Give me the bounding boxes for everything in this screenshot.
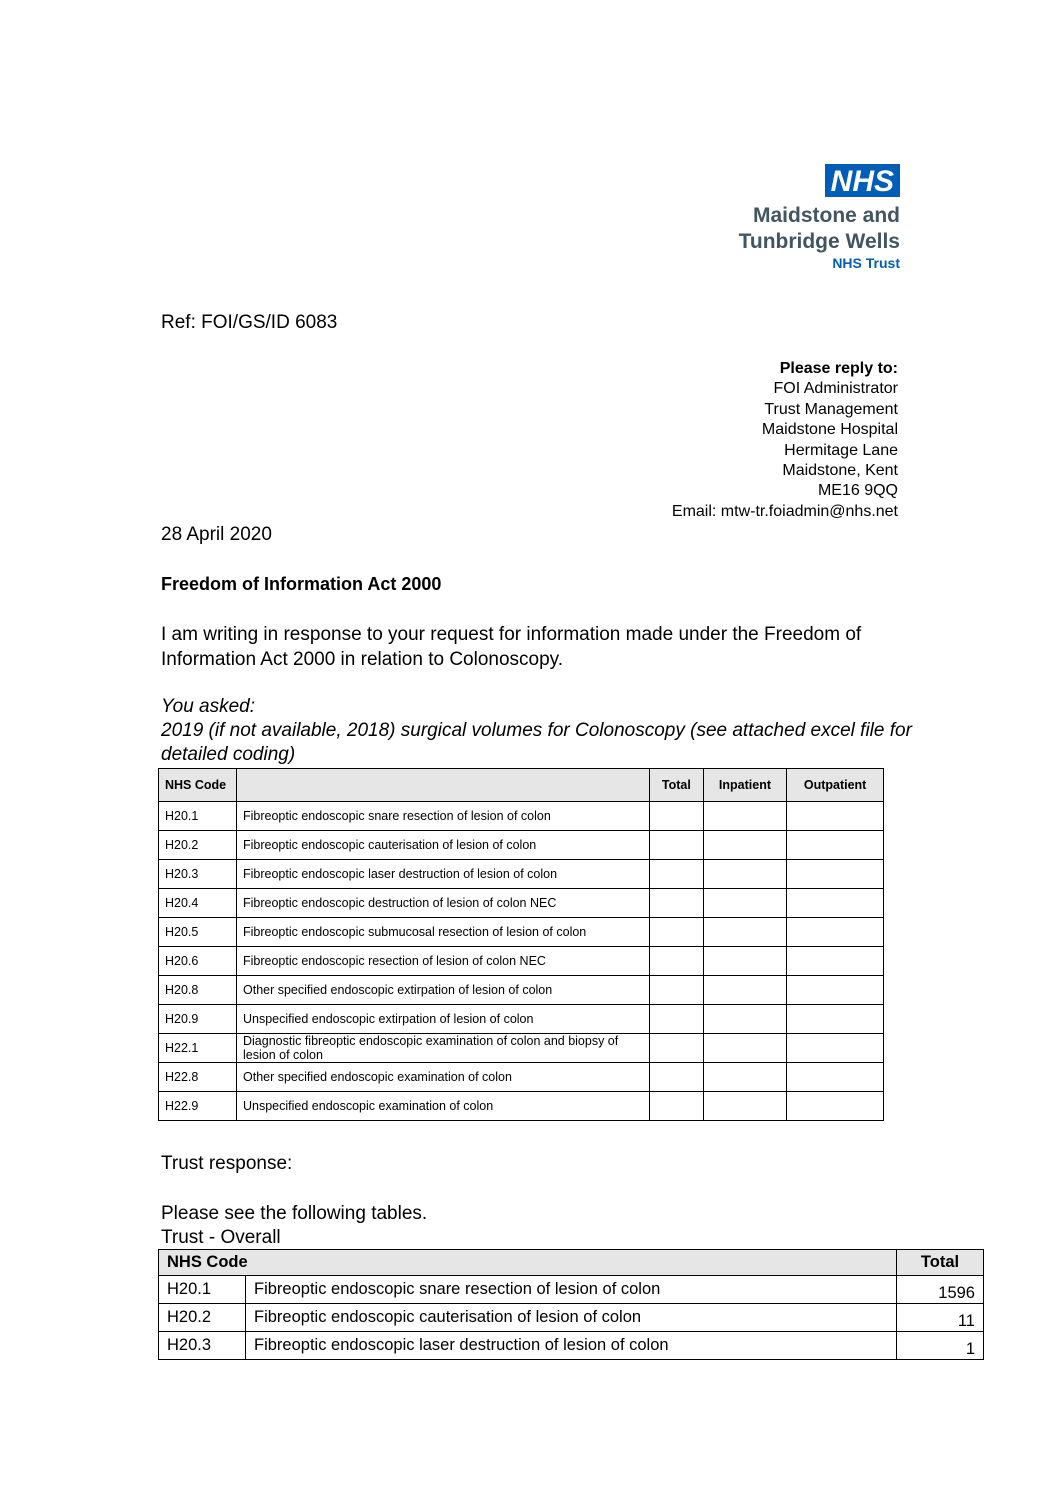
- reference-number: Ref: FOI/GS/ID 6083: [161, 312, 338, 333]
- cell-code: H20.2: [159, 1304, 246, 1332]
- cell-total: [650, 802, 704, 831]
- table-row: [159, 1034, 884, 1063]
- cell-inpatient: [703, 802, 786, 831]
- cell-total: 11: [897, 1304, 984, 1332]
- cell-inpatient: [703, 1034, 786, 1063]
- cell-code: H22.9: [159, 1092, 237, 1121]
- intro-paragraph: I am writing in response to your request for information made under the Freedom of Information Act 2000 in relation to Colonoscopy.: [161, 624, 862, 670]
- cell-outpatient: [787, 1063, 884, 1092]
- cell-inpatient: [703, 1092, 786, 1121]
- cell-code: H20.3: [159, 860, 237, 889]
- reply-address: [672, 359, 898, 522]
- cell-description: Fibreoptic endoscopic laser destruction of lesion of colon: [237, 860, 650, 889]
- cell-description: Fibreoptic endoscopic resection of lesion of colon NEC: [237, 947, 650, 976]
- table-row: [159, 1092, 884, 1121]
- cell-description: Fibreoptic endoscopic submucosal resection of lesion of colon: [237, 918, 650, 947]
- table-row: [159, 1276, 984, 1304]
- col-header-description: [237, 769, 650, 802]
- cell-description: Unspecified endoscopic examination of colon: [237, 1092, 650, 1121]
- cell-outpatient: [787, 1092, 884, 1121]
- cell-code: H22.8: [159, 1063, 237, 1092]
- cell-description: Other specified endoscopic extirpation of lesion of colon: [237, 976, 650, 1005]
- table-row: [159, 976, 884, 1005]
- reply-line: ME16 9QQ: [817, 482, 898, 500]
- table-header-row: [159, 1250, 984, 1276]
- logo-org-line-1: Maidstone and: [752, 204, 900, 227]
- reply-line: Maidstone, Kent: [782, 462, 898, 480]
- table-header-row: [159, 769, 884, 802]
- table-row: [159, 918, 884, 947]
- logo-org-line-3: NHS Trust: [832, 255, 900, 271]
- cell-description: Fibreoptic endoscopic cauterisation of lesion of colon: [237, 831, 650, 860]
- cell-code: H20.5: [159, 918, 237, 947]
- table-row: [159, 1005, 884, 1034]
- cell-total: [650, 1063, 704, 1092]
- cell-code: H20.8: [159, 976, 237, 1005]
- cell-code: H20.3: [159, 1332, 246, 1360]
- col-header-code: NHS Code: [159, 769, 237, 802]
- cell-code: H20.6: [159, 947, 237, 976]
- see-tables-text: Please see the following tables.: [161, 1203, 428, 1224]
- trust-response-heading: Trust response:: [161, 1153, 293, 1174]
- cell-outpatient: [787, 889, 884, 918]
- letter-date: 28 April 2020: [161, 524, 272, 545]
- table-row: [159, 889, 884, 918]
- col-header-total: Total: [897, 1250, 984, 1276]
- reply-line: Hermitage Lane: [784, 441, 898, 459]
- cell-description: Fibreoptic endoscopic snare resection of lesion of colon: [237, 802, 650, 831]
- cell-outpatient: [787, 831, 884, 860]
- asked-text: 2019 (if not available, 2018) surgical volumes for Colonoscopy (see attached excel file for detailed coding): [161, 720, 912, 765]
- cell-outpatient: [787, 947, 884, 976]
- cell-inpatient: [703, 1063, 786, 1092]
- col-header-code: NHS Code: [159, 1250, 897, 1276]
- cell-description: Unspecified endoscopic extirpation of lesion of colon: [237, 1005, 650, 1034]
- cell-code: H20.4: [159, 889, 237, 918]
- cell-total: [650, 1005, 704, 1034]
- cell-inpatient: [703, 831, 786, 860]
- cell-code: H22.1: [159, 1034, 237, 1063]
- cell-description: Diagnostic fibreoptic endoscopic examination of colon and biopsy of lesion of colon: [237, 1034, 650, 1063]
- table-row: [159, 1332, 984, 1360]
- nhs-trust-logo: [700, 164, 900, 272]
- reply-line: FOI Administrator: [773, 380, 898, 398]
- cell-outpatient: [787, 1005, 884, 1034]
- cell-inpatient: [703, 889, 786, 918]
- cell-description: Other specified endoscopic examination of colon: [237, 1063, 650, 1092]
- col-header-outpatient: Outpatient: [787, 769, 884, 802]
- cell-total: 1: [897, 1332, 984, 1360]
- cell-total: 1596: [897, 1276, 984, 1304]
- logo-org-line-2: Tunbridge Wells: [738, 230, 900, 253]
- see-tables-note: [161, 1202, 427, 1250]
- cell-inpatient: [703, 918, 786, 947]
- table-row: [159, 947, 884, 976]
- cell-total: [650, 889, 704, 918]
- overall-table: [158, 1249, 984, 1360]
- col-header-inpatient: Inpatient: [703, 769, 786, 802]
- cell-description: Fibreoptic endoscopic cauterisation of lesion of colon: [246, 1304, 897, 1332]
- reply-line: Maidstone Hospital: [761, 421, 898, 439]
- table-row: [159, 831, 884, 860]
- cell-code: H20.9: [159, 1005, 237, 1034]
- cell-inpatient: [703, 947, 786, 976]
- cell-outpatient: [787, 918, 884, 947]
- table-row: [159, 860, 884, 889]
- request-table: [158, 768, 884, 1121]
- cell-inpatient: [703, 976, 786, 1005]
- cell-total: [650, 976, 704, 1005]
- cell-code: H20.2: [159, 831, 237, 860]
- cell-code: H20.1: [159, 1276, 246, 1304]
- cell-description: Fibreoptic endoscopic destruction of lesion of colon NEC: [237, 889, 650, 918]
- cell-code: H20.1: [159, 802, 237, 831]
- cell-description: Fibreoptic endoscopic snare resection of lesion of colon: [246, 1276, 897, 1304]
- cell-total: [650, 831, 704, 860]
- cell-total: [650, 1092, 704, 1121]
- reply-email: Email: mtw-tr.foiadmin@nhs.net: [671, 502, 898, 520]
- act-title: Freedom of Information Act 2000: [161, 574, 442, 594]
- reply-line: Trust Management: [764, 400, 898, 418]
- reply-heading: Please reply to:: [779, 360, 898, 377]
- cell-inpatient: [703, 1005, 786, 1034]
- cell-outpatient: [787, 1034, 884, 1063]
- cell-total: [650, 1034, 704, 1063]
- cell-outpatient: [787, 802, 884, 831]
- table-row: [159, 802, 884, 831]
- cell-description: Fibreoptic endoscopic laser destruction of lesion of colon: [246, 1332, 897, 1360]
- request-quote: [161, 695, 921, 767]
- nhs-logo-mark: NHS: [825, 164, 900, 197]
- cell-outpatient: [787, 860, 884, 889]
- table-row: [159, 1063, 884, 1092]
- cell-total: [650, 947, 704, 976]
- asked-label: You asked:: [161, 696, 256, 717]
- cell-outpatient: [787, 976, 884, 1005]
- col-header-total: Total: [650, 769, 704, 802]
- cell-inpatient: [703, 860, 786, 889]
- table-row: [159, 1304, 984, 1332]
- cell-total: [650, 918, 704, 947]
- overall-title: Trust - Overall: [161, 1227, 281, 1248]
- cell-total: [650, 860, 704, 889]
